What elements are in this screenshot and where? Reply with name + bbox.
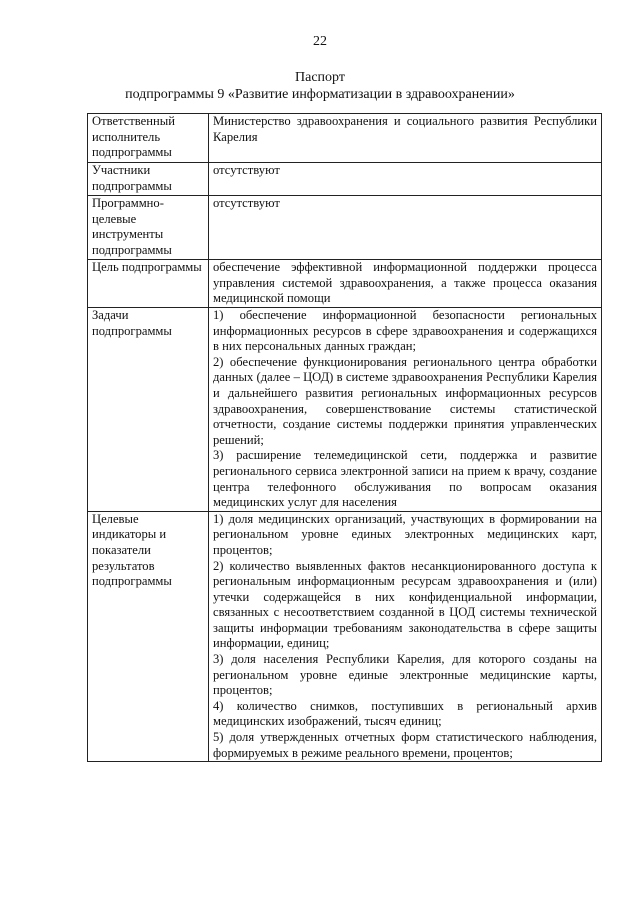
row-label: Программно-целевые инструменты подпрограммы <box>88 196 209 260</box>
page-number: 22 <box>313 34 327 49</box>
content-paragraph: 4) количество снимков, поступивших в региональный архив медицинских изображений, тысяч единиц; <box>213 698 597 729</box>
content-paragraph: 3) расширение телемедицинской сети, поддержка и развитие регионального сервиса электронной записи на прием к врачу, создание центра телефонного обслуживания по вопросам оказания медицинских услуг для населения <box>213 448 597 510</box>
table-row-tasks <box>88 308 602 512</box>
content-paragraph: 2) обеспечение функционирования регионального центра обработки данных (далее – ЦОД) в системе здравоохранения Республики Карелия и дальнейшего развития региональных информационных ресурсов здравоохранения, совершенствование системы статистической отчетности, создание системы поддержки принятия управленческих решений; <box>213 354 597 447</box>
content-paragraph: отсутствуют <box>213 196 280 210</box>
row-label: Ответственный исполнитель подпрограммы <box>88 114 209 163</box>
content-paragraph: 3) доля населения Республики Карелия, для которого созданы на региональном уровне единые электронные медицинские карты, процентов; <box>213 652 597 698</box>
content-paragraph: 1) обеспечение информационной безопасности региональных информационных ресурсов в сфере здравоохранения и содержащихся в них персональных данных граждан; <box>213 308 597 354</box>
table-row-instruments <box>88 196 602 260</box>
content-paragraph: Министерство здравоохранения и социального развития Республики Карелия <box>213 114 597 144</box>
row-content <box>209 114 602 163</box>
row-label: Цель подпрограммы <box>88 260 209 308</box>
content-paragraph: 1) доля медицинских организаций, участвующих в формировании на региональном уровне единых электронных медицинских карт, процентов; <box>213 511 597 557</box>
row-content <box>209 308 602 512</box>
passport-table <box>87 113 602 762</box>
row-label: Целевые индикаторы и показатели результатов подпрограммы <box>88 511 209 762</box>
document-title <box>0 69 640 103</box>
table-row-indicators <box>88 511 602 762</box>
content-paragraph: обеспечение эффективной информационной поддержки процесса управления системой здравоохранения, а также процесса оказания медицинской помощи <box>213 260 597 306</box>
title-line-2: подпрограммы 9 «Развитие информатизации в здравоохранении» <box>125 87 515 102</box>
row-content <box>209 163 602 196</box>
title-line-1: Паспорт <box>295 70 345 85</box>
row-content <box>209 511 602 762</box>
table-row-responsible <box>88 114 602 163</box>
content-paragraph: 2) количество выявленных фактов несанкционированного доступа к региональным информационным ресурсам здравоохранения и (или) утечки содержащейся в них конфиденциальной информации, связанных с несоответствием созданной в ЦОД системы технической защиты информации требованиям законодательства в сфере защиты информации, единиц; <box>213 558 597 651</box>
row-content <box>209 196 602 260</box>
row-label: Задачи подпрограммы <box>88 308 209 512</box>
table-row-participants <box>88 163 602 196</box>
content-paragraph: 5) доля утвержденных отчетных форм статистического наблюдения, формируемых в режиме реального времени, процентов; <box>213 730 597 760</box>
row-content <box>209 260 602 308</box>
content-paragraph: отсутствуют <box>213 163 280 177</box>
row-label: Участники подпрограммы <box>88 163 209 196</box>
table-row-goal <box>88 260 602 308</box>
